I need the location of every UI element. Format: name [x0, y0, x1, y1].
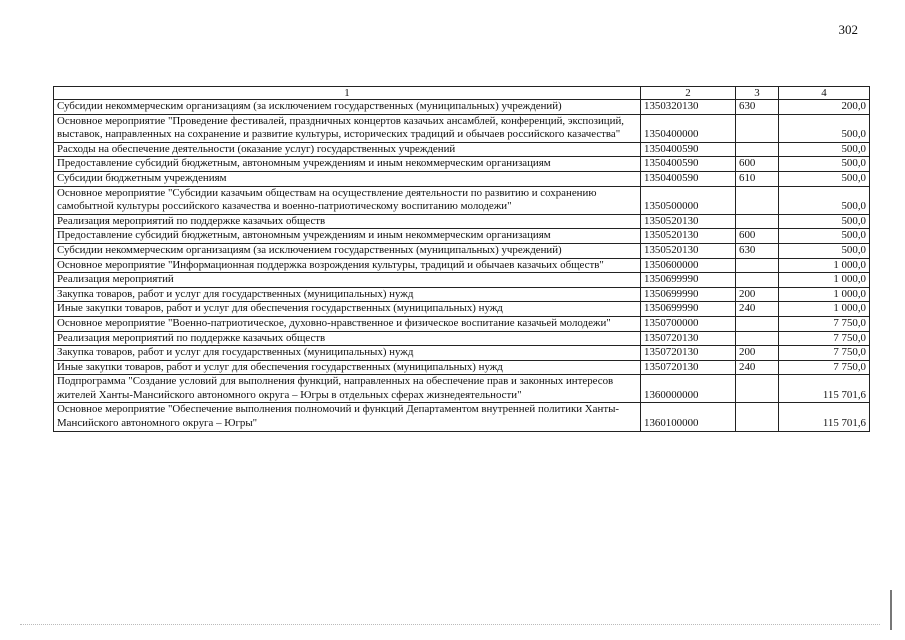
row-type-cell — [736, 142, 779, 157]
table-row — [54, 229, 870, 244]
row-type-cell: 240 — [736, 302, 779, 317]
row-name-cell: Реализация мероприятий по поддержке казачьих обществ — [54, 214, 641, 229]
row-type-cell — [736, 403, 779, 431]
row-amount-cell: 500,0 — [779, 142, 870, 157]
table-row — [54, 243, 870, 258]
row-code-cell: 1350400000 — [641, 114, 736, 142]
table-row — [54, 171, 870, 186]
row-type-cell — [736, 316, 779, 331]
row-amount-cell: 200,0 — [779, 100, 870, 115]
row-code-cell: 1350720130 — [641, 331, 736, 346]
table-row — [54, 186, 870, 214]
row-amount-cell: 500,0 — [779, 171, 870, 186]
row-code-cell: 1360000000 — [641, 375, 736, 403]
row-name-cell: Основное мероприятие "Обеспечение выполнения полномочий и функций Департаментом внутренней политики Ханты-Мансийского автономного округа – Югры" — [54, 403, 641, 431]
row-type-cell — [736, 214, 779, 229]
table-row — [54, 331, 870, 346]
table-row — [54, 287, 870, 302]
row-amount-cell: 115 701,6 — [779, 375, 870, 403]
row-name-cell: Основное мероприятие "Военно-патриотическое, духовно-нравственное и физическое воспитание казачьей молодежи" — [54, 316, 641, 331]
table-row — [54, 100, 870, 115]
row-amount-cell: 500,0 — [779, 114, 870, 142]
row-amount-cell: 7 750,0 — [779, 316, 870, 331]
row-amount-cell: 7 750,0 — [779, 346, 870, 361]
table-row — [54, 360, 870, 375]
budget-table — [53, 86, 870, 432]
page-number: 302 — [838, 22, 858, 37]
row-code-cell: 1350699990 — [641, 287, 736, 302]
row-name-cell: Основное мероприятие "Проведение фестивалей, праздничных концертов казачьих ансамблей, конференций, экспозиций, выставок, направленных на сохранение и развитие культуры, исторических традиций и обычаев российского казачества" — [54, 114, 641, 142]
row-name-cell: Субсидии некоммерческим организациям (за исключением государственных (муниципальных) учреждений) — [54, 100, 641, 115]
row-amount-cell: 1 000,0 — [779, 302, 870, 317]
row-code-cell: 1350720130 — [641, 346, 736, 361]
row-type-cell: 630 — [736, 243, 779, 258]
row-amount-cell: 1 000,0 — [779, 273, 870, 288]
row-code-cell: 1350700000 — [641, 316, 736, 331]
table-row — [54, 258, 870, 273]
row-code-cell: 1350699990 — [641, 302, 736, 317]
row-code-cell: 1350400590 — [641, 157, 736, 172]
table-row — [54, 375, 870, 403]
column-header-amount: 4 — [779, 87, 870, 100]
column-header-type: 3 — [736, 87, 779, 100]
row-amount-cell: 7 750,0 — [779, 331, 870, 346]
table-row — [54, 346, 870, 361]
table-row — [54, 142, 870, 157]
row-name-cell: Субсидии бюджетным учреждениям — [54, 171, 641, 186]
row-code-cell: 1350520130 — [641, 214, 736, 229]
row-type-cell — [736, 273, 779, 288]
row-type-cell — [736, 331, 779, 346]
row-type-cell: 200 — [736, 346, 779, 361]
table-row — [54, 316, 870, 331]
row-code-cell: 1350520130 — [641, 229, 736, 244]
row-amount-cell: 7 750,0 — [779, 360, 870, 375]
row-name-cell: Реализация мероприятий по поддержке казачьих обществ — [54, 331, 641, 346]
row-code-cell: 1350699990 — [641, 273, 736, 288]
row-code-cell: 1350320130 — [641, 100, 736, 115]
column-header-code: 2 — [641, 87, 736, 100]
row-name-cell: Предоставление субсидий бюджетным, автономным учреждениям и иным некоммерческим организациям — [54, 157, 641, 172]
row-name-cell: Основное мероприятие "Субсидии казачьим обществам на осуществление деятельности по развитию и сохранению самобытной культуры российского казачества и военно-патриотическому воспитанию молодежи" — [54, 186, 641, 214]
row-name-cell: Основное мероприятие "Информационная поддержка возрождения культуры, традиций и обычаев казачьих обществ" — [54, 258, 641, 273]
row-name-cell: Расходы на обеспечение деятельности (оказание услуг) государственных учреждений — [54, 142, 641, 157]
row-amount-cell: 500,0 — [779, 229, 870, 244]
row-code-cell: 1350500000 — [641, 186, 736, 214]
row-type-cell: 610 — [736, 171, 779, 186]
row-type-cell: 200 — [736, 287, 779, 302]
table-row — [54, 403, 870, 431]
row-amount-cell: 500,0 — [779, 157, 870, 172]
row-amount-cell: 500,0 — [779, 243, 870, 258]
table-row — [54, 302, 870, 317]
row-name-cell: Закупка товаров, работ и услуг для государственных (муниципальных) нужд — [54, 346, 641, 361]
row-type-cell — [736, 258, 779, 273]
table-row — [54, 114, 870, 142]
scan-artifact-line — [20, 624, 880, 625]
row-code-cell: 1350600000 — [641, 258, 736, 273]
table-row — [54, 157, 870, 172]
row-code-cell: 1350720130 — [641, 360, 736, 375]
table-row — [54, 273, 870, 288]
row-type-cell: 630 — [736, 100, 779, 115]
column-header-name: 1 — [54, 87, 641, 100]
table-body — [54, 100, 870, 432]
row-amount-cell: 1 000,0 — [779, 287, 870, 302]
row-amount-cell: 1 000,0 — [779, 258, 870, 273]
row-name-cell: Иные закупки товаров, работ и услуг для обеспечения государственных (муниципальных) нужд — [54, 360, 641, 375]
row-name-cell: Реализация мероприятий — [54, 273, 641, 288]
row-type-cell — [736, 114, 779, 142]
row-name-cell: Иные закупки товаров, работ и услуг для обеспечения государственных (муниципальных) нужд — [54, 302, 641, 317]
row-code-cell: 1360100000 — [641, 403, 736, 431]
table-header-row — [54, 87, 870, 100]
row-amount-cell: 115 701,6 — [779, 403, 870, 431]
row-type-cell: 600 — [736, 229, 779, 244]
scan-artifact-edge — [890, 590, 892, 630]
row-name-cell: Закупка товаров, работ и услуг для государственных (муниципальных) нужд — [54, 287, 641, 302]
row-amount-cell: 500,0 — [779, 214, 870, 229]
row-name-cell: Субсидии некоммерческим организациям (за исключением государственных (муниципальных) учреждений) — [54, 243, 641, 258]
row-amount-cell: 500,0 — [779, 186, 870, 214]
row-name-cell: Предоставление субсидий бюджетным, автономным учреждениям и иным некоммерческим организациям — [54, 229, 641, 244]
row-code-cell: 1350400590 — [641, 142, 736, 157]
row-type-cell: 600 — [736, 157, 779, 172]
table-row — [54, 214, 870, 229]
row-type-cell: 240 — [736, 360, 779, 375]
row-type-cell — [736, 186, 779, 214]
row-code-cell: 1350400590 — [641, 171, 736, 186]
row-name-cell: Подпрограмма "Создание условий для выполнения функций, направленных на обеспечение прав и законных интересов жителей Ханты-Мансийского автономного округа – Югры в отдельных сферах жизнедеятельности" — [54, 375, 641, 403]
row-code-cell: 1350520130 — [641, 243, 736, 258]
row-type-cell — [736, 375, 779, 403]
